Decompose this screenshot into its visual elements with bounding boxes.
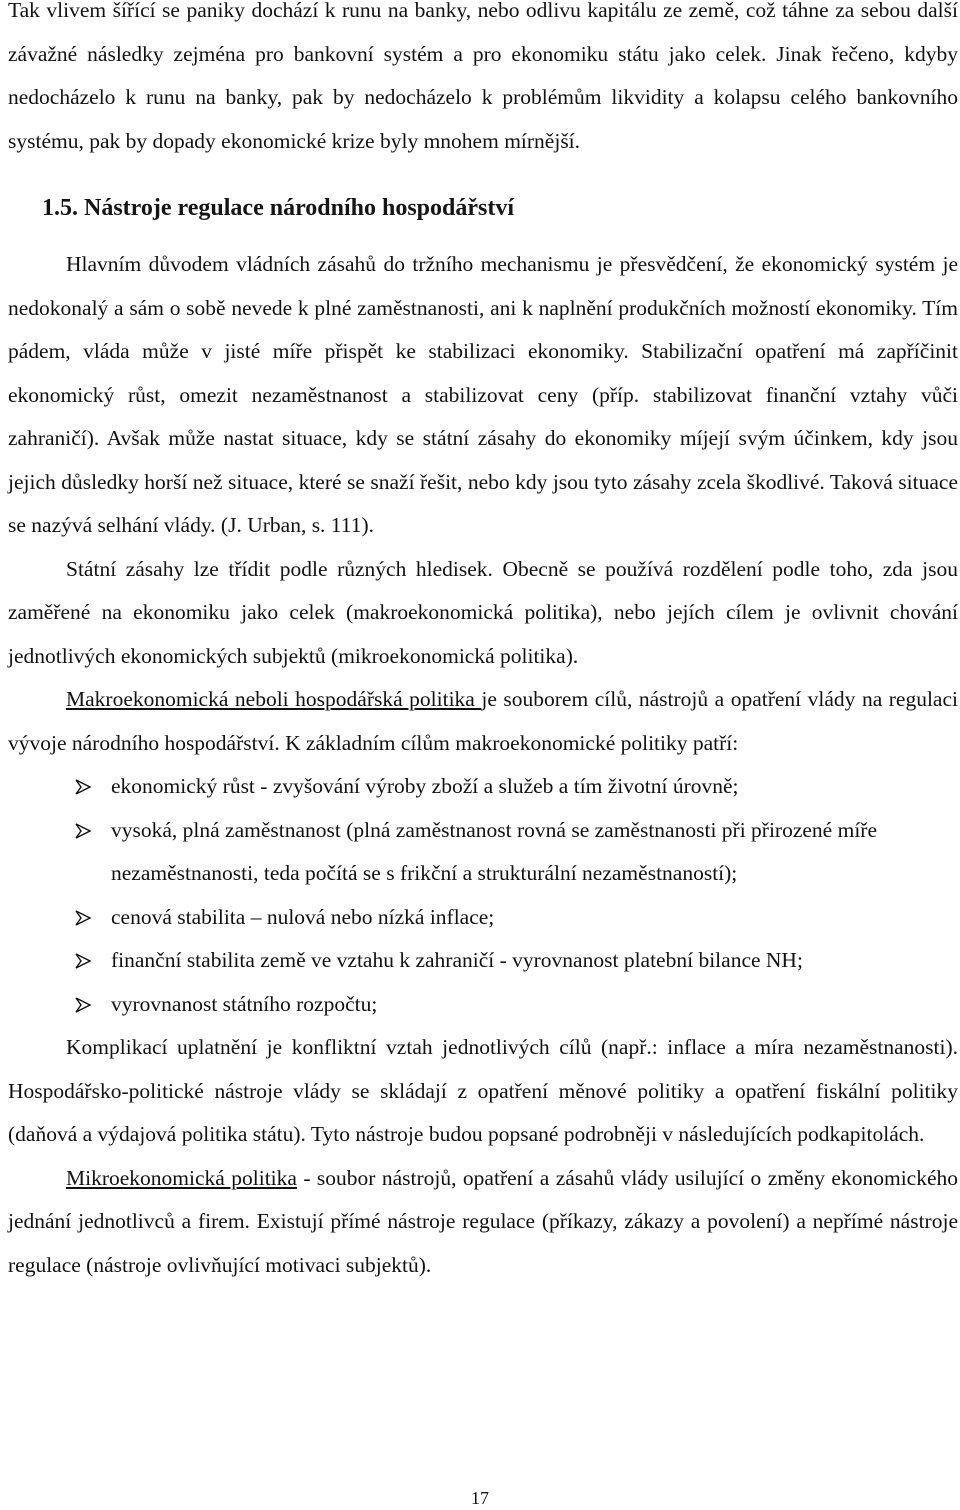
paragraph-reasons: Hlavním důvodem vládních zásahů do tržního mechanismu je přesvědčení, že ekonomický systém je nedokonalý a sám o sobě nevede k plné zaměstnanosti, ani k naplnění produkčních možností ekonomiky. Tím pádem, vláda může v jisté míře přispět ke stabilizaci ekonomiky. Stabilizační opatření má zapříčinit ekonomický růst, omezit nezaměstnanost a stabilizovat ceny (příp. stabilizovat finanční vztahy vůči zahraničí). Avšak může nastat situace, kdy se státní zásahy do ekonomiky míjejí svým účinkem, kdy jsou jejich důsledky horší než situace, které se snaží řešit, nebo kdy jsou tyto zásahy zcela škodlivé. Taková situace se nazývá selhání vlády. (J. Urban, s. 111). — [8, 252, 958, 537]
arrow-bullet-icon — [74, 822, 92, 840]
list-item — [8, 765, 958, 809]
list-item — [8, 809, 958, 896]
macro-text: je souborem cílů, nástrojů a opatření vlády na regulaci vývoje národního hospodářství. K základním cílům makroekonomické politiky patří: — [8, 687, 958, 755]
arrow-bullet-icon — [74, 996, 92, 1014]
paragraph-complication: Komplikací uplatnění je konfliktní vztah jednotlivých cílů (např.: inflace a míra nezaměstnanosti). Hospodářsko-politické nástroje vlády se skládají z opatření měnové politiky a opatření fiskální politiky (daňová a výdajová politika státu). Tyto nástroje budou popsané podrobněji v následujících podkapitolách. — [8, 1035, 958, 1146]
list-item-text: vysoká, plná zaměstnanost (plná zaměstnanost rovná se zaměstnanosti při přirozené míře nezaměstnanosti, teda počítá se s frikční a strukturální nezaměstnaností); — [111, 817, 877, 885]
document-page — [8, 0, 958, 1287]
arrow-bullet-icon — [74, 778, 92, 796]
paragraph-division: Státní zásahy lze třídit podle různých hledisek. Obecně se používá rozdělení podle toho, zda jsou zaměřené na ekonomiku jako celek (makroekonomická politika), nebo jejích cílem je ovlivnit chování jednotlivých ekonomických subjektů (mikroekonomická politika). — [8, 556, 958, 668]
goals-list — [8, 765, 958, 1026]
arrow-bullet-icon — [74, 952, 92, 970]
list-item-text: vyrovnanost státního rozpočtu; — [111, 991, 378, 1016]
list-item — [8, 983, 958, 1027]
paragraph-micro — [8, 1157, 958, 1288]
list-item — [8, 939, 958, 983]
macro-term: Makroekonomická neboli hospodářská politika — [66, 687, 482, 711]
paragraph-intro: Tak vlivem šířící se paniky dochází k runu na banky, nebo odlivu kapitálu ze země, což táhne za sebou další závažné následky zejména pro bankovní systém a pro ekonomiku státu jako celek. Jinak řečeno, kdyby nedocházelo k runu na banky, pak by nedocházelo k problémům likvidity a kolapsu celého bankovního systému, pak by dopady ekonomické krize byly mnohem mírnější. — [8, 0, 958, 153]
micro-text: - soubor nástrojů, opatření a zásahů vlády usilující o změny ekonomického jednání jednotlivců a firem. Existují přímé nástroje regulace (příkazy, zákazy a povolení) a nepřímé nástroje regulace (nástroje ovlivňující motivaci subjektů). — [8, 1165, 959, 1277]
list-item-text: ekonomický růst - zvyšování výroby zboží a služeb a tím životní úrovně; — [111, 774, 739, 798]
page-number: 17 — [471, 1488, 489, 1508]
section-heading: 1.5. Nástroje regulace národního hospodářství — [42, 195, 515, 221]
arrow-bullet-icon — [74, 909, 92, 927]
micro-term: Mikroekonomická politika — [66, 1165, 297, 1190]
paragraph-macro — [8, 678, 958, 765]
list-item-text: cenová stabilita – nulová nebo nízká inflace; — [111, 904, 495, 929]
list-item — [8, 896, 958, 940]
list-item-text: finanční stabilita země ve vztahu k zahraničí - vyrovnanost platební bilance NH; — [111, 948, 803, 972]
